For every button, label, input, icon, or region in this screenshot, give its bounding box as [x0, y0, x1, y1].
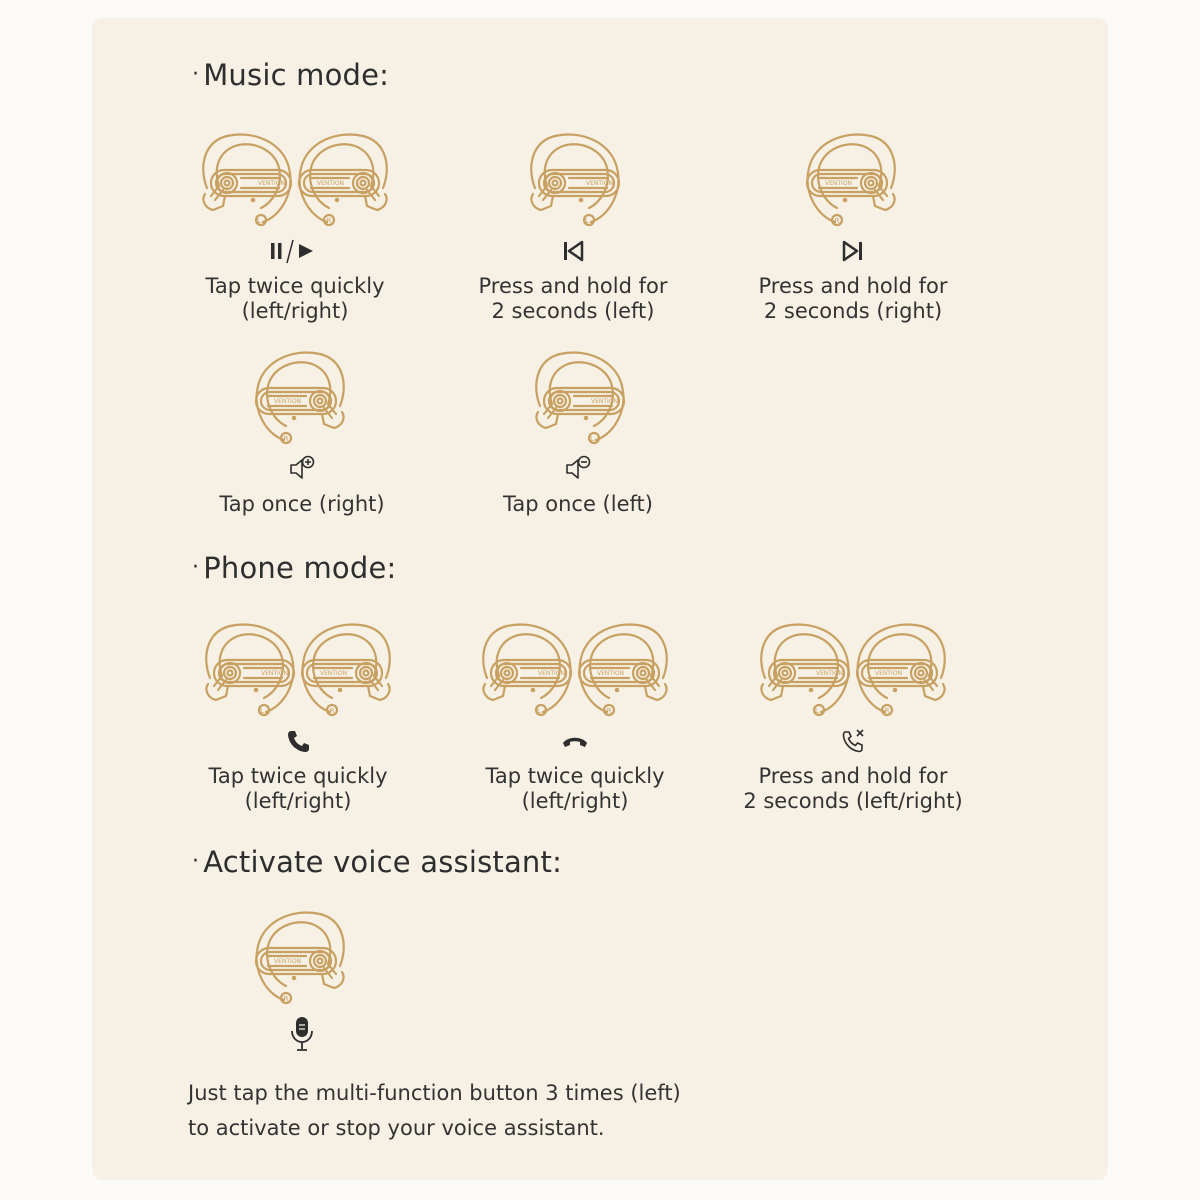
volume-up-icon — [287, 454, 317, 484]
caption-line1: Tap twice quickly — [208, 764, 388, 788]
earbud-brand: VENTION — [261, 670, 289, 677]
earbud-right-mark: R — [884, 707, 890, 715]
earbud-left-mark: L — [257, 217, 261, 225]
phone-reject-item — [713, 620, 993, 814]
earbud-right-illustration — [803, 130, 903, 230]
earbud-brand: VENTION — [317, 180, 345, 187]
earbud-right-mark: R — [834, 217, 840, 225]
earbud-right-mark: R — [283, 435, 289, 443]
caption-line2: 2 seconds (right) — [763, 299, 943, 323]
earbud-left-mark: L — [585, 217, 589, 225]
caption-line1: Press and hold for — [478, 274, 668, 298]
earbud-brand: VENTION — [591, 398, 619, 405]
earbud-brand: VENTION — [274, 398, 302, 405]
voice-assistant-instructions — [188, 1076, 681, 1146]
next-track-icon — [838, 236, 868, 266]
reject-call-icon — [838, 726, 868, 756]
voice-assistant-item — [162, 908, 442, 1062]
earbud-brand: VENTION — [538, 670, 566, 677]
music-play-pause-item — [155, 130, 435, 324]
earbud-right-mark: R — [329, 707, 335, 715]
earbud-right-illustration — [252, 908, 352, 1008]
caption-line2: 2 seconds (left) — [491, 299, 655, 323]
caption-line1: Tap twice quickly — [485, 764, 665, 788]
music-mode-heading: · Music mode: — [192, 58, 390, 92]
earbud-brand: VENTION — [258, 180, 286, 187]
voice-line2: to activate or stop your voice assistant. — [188, 1116, 605, 1140]
volume-down-icon — [563, 454, 593, 484]
caption-line1: Tap once (right) — [219, 492, 385, 516]
earbud-brand: VENTION — [320, 670, 348, 677]
caption-line2: (left/right) — [244, 789, 352, 813]
earbud-brand: VENTION — [597, 670, 625, 677]
phone-mode-heading: · Phone mode: — [192, 551, 397, 585]
caption-line1: Press and hold for — [758, 274, 948, 298]
earbud-brand: VENTION — [586, 180, 614, 187]
earbud-left-illustration — [523, 130, 623, 230]
earbud-right-mark: R — [283, 995, 289, 1003]
voice-line1: Just tap the multi-function button 3 times (left) — [188, 1081, 681, 1105]
music-next-track-item — [713, 130, 993, 324]
hang-up-icon — [560, 726, 590, 756]
earbuds-pair-illustration — [753, 620, 953, 720]
earbud-right-mark: R — [326, 217, 332, 225]
caption-line2: 2 seconds (left/right) — [743, 789, 963, 813]
caption-line1: Tap once (left) — [503, 492, 653, 516]
earbud-left-illustration — [528, 348, 628, 448]
music-previous-track-item — [433, 130, 713, 324]
earbud-left-mark: L — [260, 707, 264, 715]
caption-line2: (left/right) — [241, 299, 349, 323]
earbuds-pair-illustration — [195, 130, 395, 230]
voice-assistant-heading: · Activate voice assistant: — [192, 845, 563, 879]
answer-call-icon — [283, 726, 313, 756]
earbud-left-mark: L — [537, 707, 541, 715]
caption-line1: Press and hold for — [758, 764, 948, 788]
earbud-brand: VENTION — [875, 670, 903, 677]
phone-hang-up-item — [435, 620, 715, 814]
earbud-brand: VENTION — [274, 958, 302, 965]
music-volume-up-item — [162, 348, 442, 517]
earbuds-pair-illustration — [475, 620, 675, 720]
caption-line2: (left/right) — [521, 789, 629, 813]
earbud-brand: VENTION — [816, 670, 844, 677]
play-pause-icon — [265, 236, 325, 266]
earbud-left-mark: L — [815, 707, 819, 715]
earbuds-pair-illustration — [198, 620, 398, 720]
microphone-icon — [287, 1014, 317, 1054]
earbud-right-mark: R — [606, 707, 612, 715]
music-volume-down-item — [438, 348, 718, 517]
previous-track-icon — [558, 236, 588, 266]
earbud-brand: VENTION — [825, 180, 853, 187]
earbud-right-illustration — [252, 348, 352, 448]
phone-answer-item — [158, 620, 438, 814]
caption-line1: Tap twice quickly — [205, 274, 385, 298]
earbud-left-mark: L — [590, 435, 594, 443]
